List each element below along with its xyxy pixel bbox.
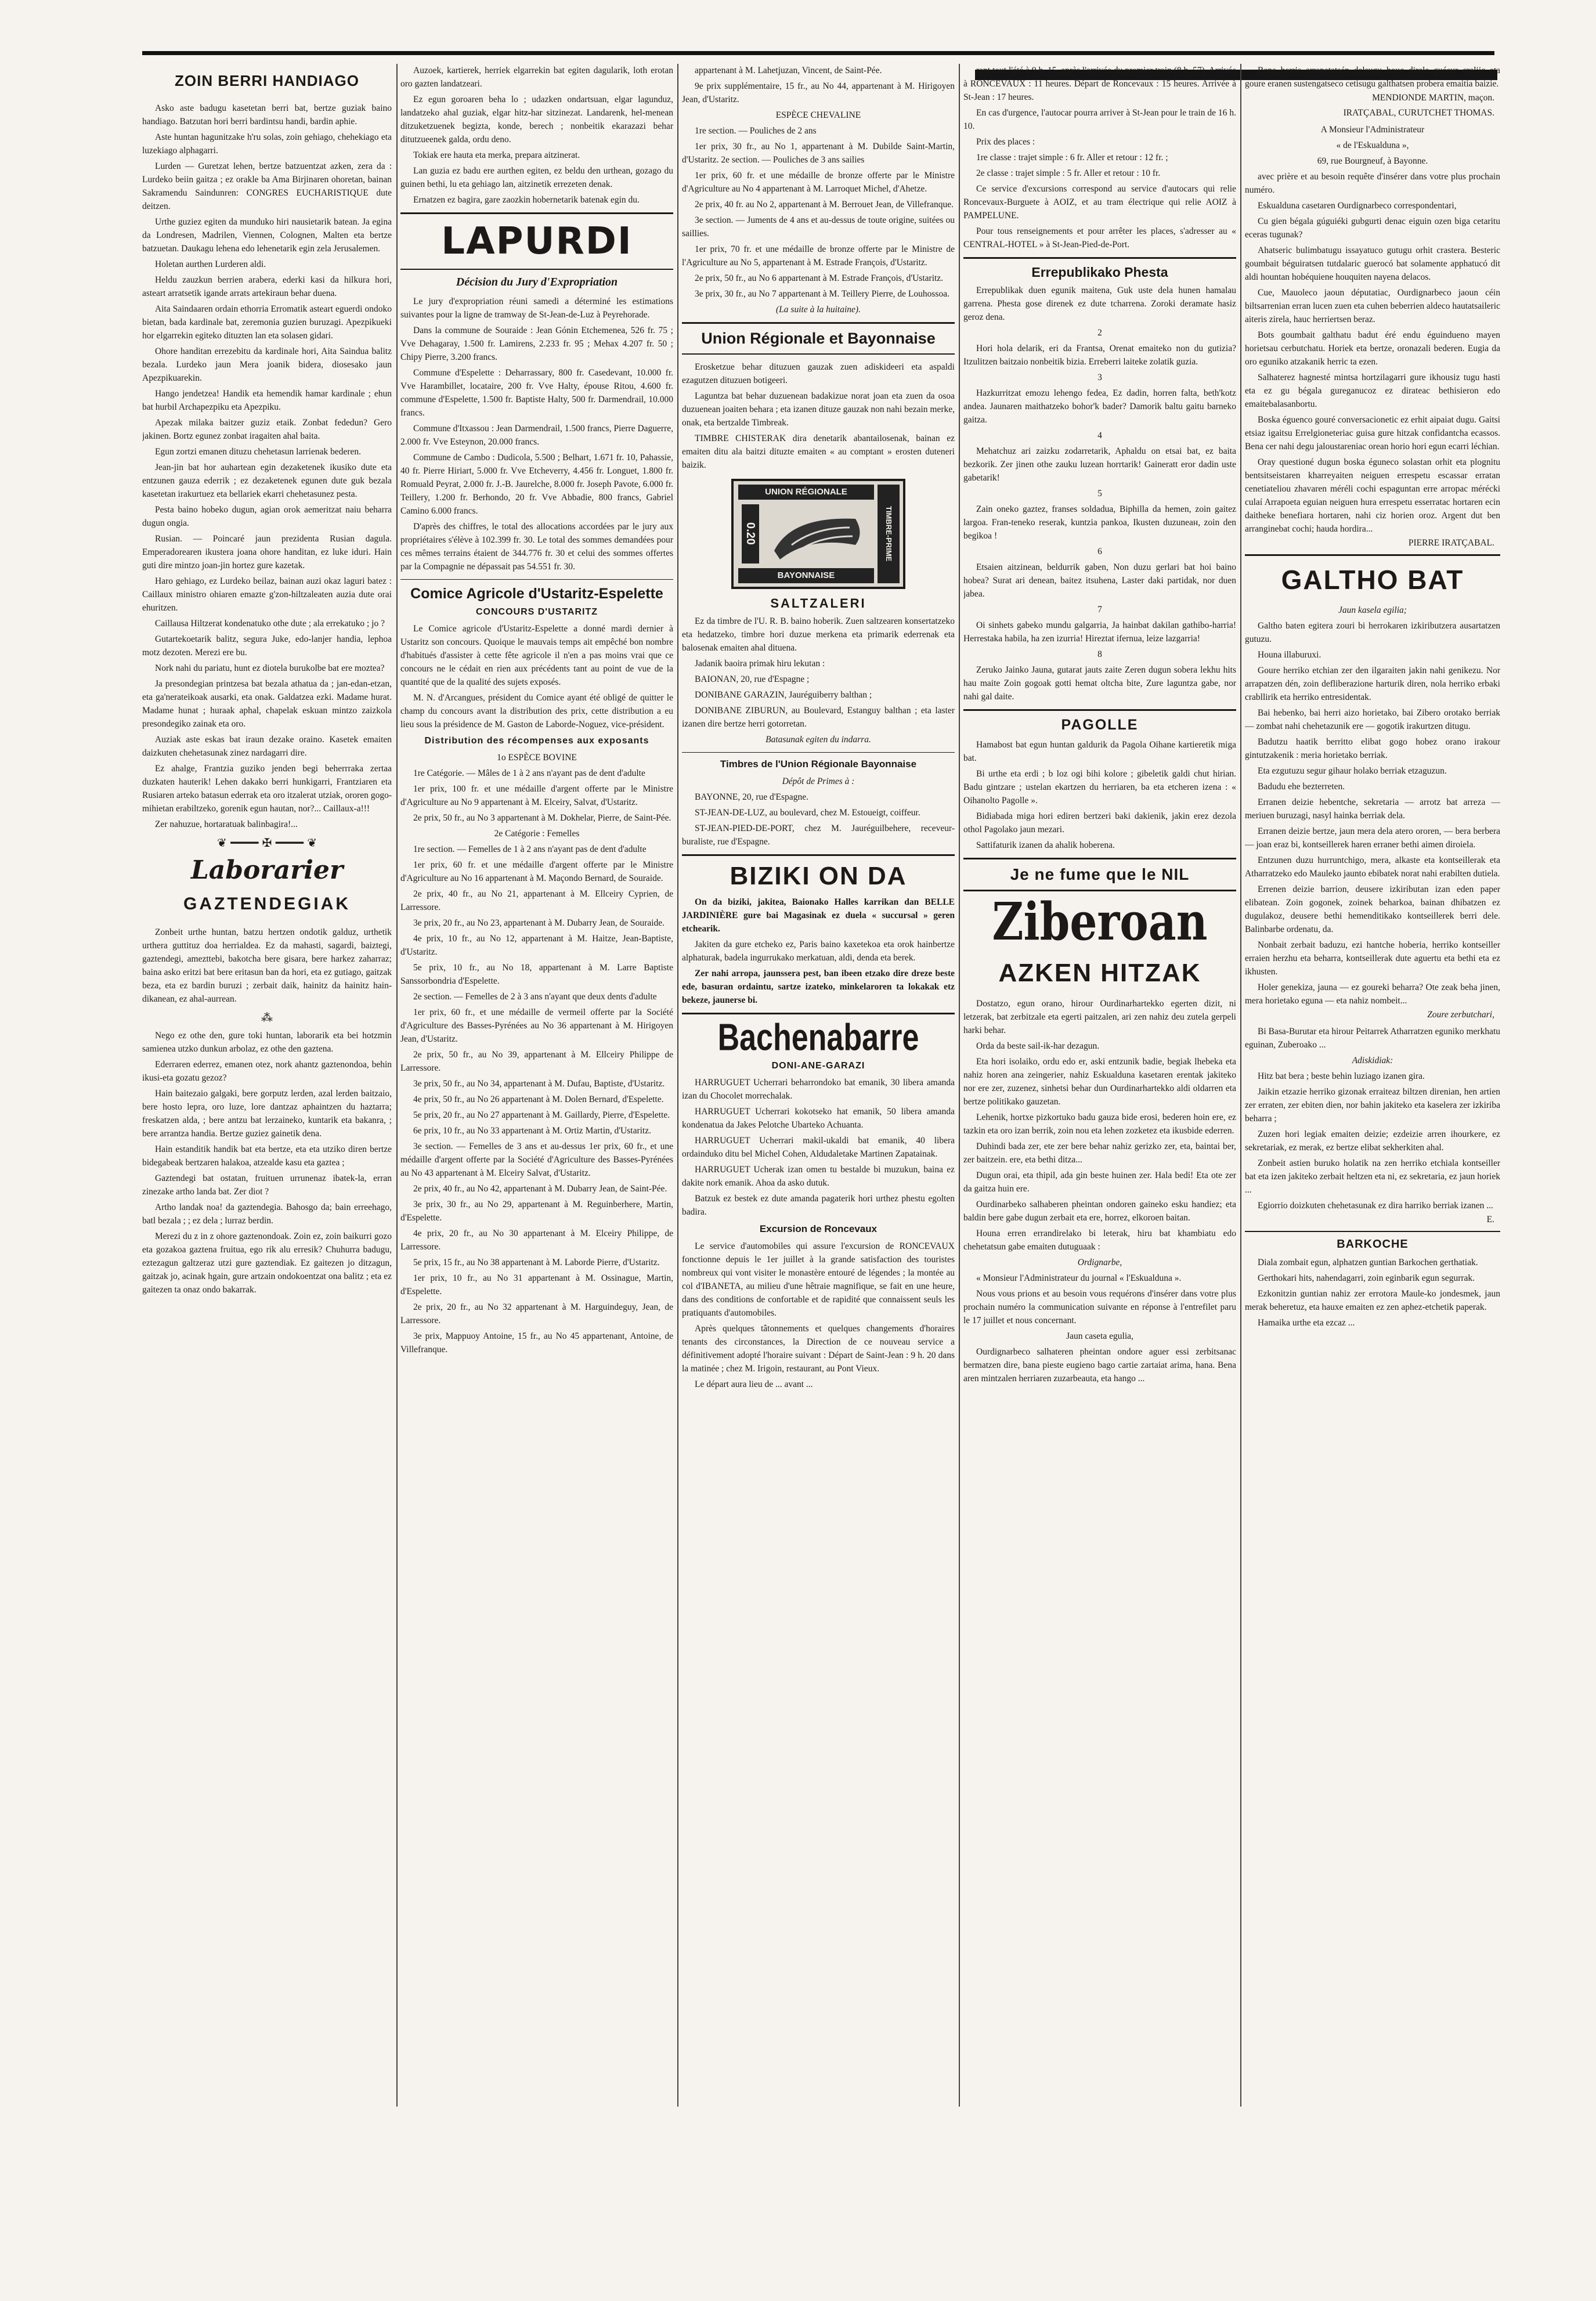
paragraph: Erranen deizie hebentche, sekretaria — arrotz bat arreza — meriuen buruzagi, nasyl hainka berriak dela. bbox=[1245, 797, 1500, 821]
paragraph: 9e prix supplémentaire, 15 fr., au No 44, appartenant à M. Hirigoyen Jean, d'Ustaritz. bbox=[682, 81, 955, 104]
paragraph: Bi urthe eta erdi ; b loz ogi bihi kolore ; gibeletik galdi chut hirian. Badu gintzare ; ustelan ekartzen du herriaren, ba eta etcheren izena : « Oihanolto Pagolle ». bbox=[963, 769, 1236, 805]
section-rule bbox=[682, 1013, 955, 1014]
paragraph: avec prière et au besoin requête d'insérer dans votre plus prochain numéro. bbox=[1245, 172, 1500, 195]
paragraph: 1re section. — Pouliches de 2 ans bbox=[695, 126, 817, 136]
verse: Zeruko Jainko Jauna, gutarat jauts zaite Zeren dugun sobera lekhu hits hau maite Zoin gogoak gotti hemat oltcha bite, Zure laguntza gabe, nor nahi gal daite. bbox=[963, 665, 1236, 702]
paragraph: Bi Basa-Burutar eta hirour Peitarrek Atharratzen eguniko merkhatu eguinan, Zuberoako ... bbox=[1245, 1027, 1500, 1050]
paragraph: Commune d'Espelette : Deharrassary, 800 fr. Casedevant, 10.000 fr. Vve Harambillet, locataire, 200 fr. Vve Halty, épouse Ritou, 4.600 fr. commune d'Espelette, 1.500 fr. Baptiste Halty, 500 fr. Darmendrail, 10.000 francs. bbox=[400, 367, 673, 418]
verse-number: 6 bbox=[1097, 547, 1102, 557]
paragraph: On da biziki, jakitea, Baionako Halles karrikan dan BELLE JARDINIÈRE gure bai Magasinak ez duela « succursal » geren etchearik. bbox=[682, 897, 955, 934]
verse: Mehatchuz ari zaizku zodarretarik, Aphaldu on etsai bat, ez baita bezkorik. Zer jinen othe zauku luzean horrtarik! Gaineratt eror dadin uste gabetarik! bbox=[963, 446, 1236, 483]
column-separator bbox=[959, 64, 960, 2107]
paragraph: Apezak milaka baitzer guziz etaik. Zonbat fededun? Gero jakinen. Bortz egunez zonbat iragaiten ahal baita. bbox=[142, 418, 392, 441]
paragraph: 2e prix, 40 fr., au No 21, appartenant à M. Ellceiry Cyprien, de Larressore. bbox=[400, 889, 673, 912]
paragraph: appartenant à M. Lahetjuzan, Vincent, de Saint-Pée. bbox=[695, 66, 882, 75]
headline-union-regionale: Union Régionale et Bayonnaise bbox=[701, 330, 936, 347]
paragraph: 3e section. — Femelles de 3 ans et au-dessus 1er prix, 60 fr., et une médaille d'argent offerte par la Société d'Agriculture des Basses-Pyrénées au No 43 appartenant à M. Elceiry Salvat, d'Ustaritz. bbox=[400, 1142, 673, 1178]
paragraph: Hitz bat bera ; beste behin luziago izanen gira. bbox=[1258, 1071, 1425, 1081]
headline-barkoche: BARKOCHE bbox=[1337, 1237, 1409, 1251]
paragraph: 2e Catégorie : Femelles bbox=[494, 829, 580, 839]
subhead-distribution: Distribution des récompenses aux exposants bbox=[424, 736, 649, 746]
paragraph: BAYONNE, 20, rue d'Espagne. bbox=[695, 792, 808, 802]
paragraph: 2e classe : trajet simple : 5 fr. Aller et retour : 10 fr. bbox=[976, 168, 1161, 178]
paragraph: 1er prix, 10 fr., au No 31 appartenant à M. Ossinague, Martin, d'Espelette. bbox=[400, 1273, 673, 1296]
paragraph: Erosketzue behar dituzuen gauzak zuen adiskideeri eta aspaldi ezagutzen dituzuen botigeeri. bbox=[682, 362, 955, 385]
stamp-value: 0.20 bbox=[742, 504, 759, 563]
paragraph: HARRUGUET Ucherrari makil-ukaldi bat emanik, 40 libera ordainduko ditu bel Michel Cohen, Aldudaletake Martinen Zapatainak. bbox=[682, 1136, 955, 1159]
paragraph: Zonbeit urthe huntan, batzu hertzen ondotik galduz, urthetik urthera guttituz doa herrialdea. Ez da mahasti, sagardi, baiztegi, gaztendegi, amezttebi, bakotcha bere gisara, bere harkez zaharraz; baina asko eritzi bat bere eritasun ban da hori, eta ez gutiago, gaitzak beza, eta ez bardin buruzi ; zerbait daik, hainitz da hainitz hain-dikanean, ez ahal-aurrean. bbox=[142, 927, 392, 1004]
paragraph: Gutartekoetarik balitz, segura Juke, edo-lanjer handia, lephoa motz dezoten. Merezi ere bu. bbox=[142, 634, 392, 658]
verse-number: 7 bbox=[1097, 605, 1102, 615]
paragraph: Le jury d'expropriation réuni samedi a déterminé les estimations suivantes pour la ligne de tramway de St-Jean-de-Luz à Peyrehorade. bbox=[400, 296, 673, 320]
paragraph: Egiorrio doizkuten chehetasunak ez dira harriko berriak izanen ... bbox=[1258, 1201, 1493, 1211]
paragraph: Asko aste badugu kasetetan berri bat, bertze guziak baino handiago. Batzutan hori berri bardintsu handi, bardin aphie. bbox=[142, 103, 392, 127]
paragraph: Ez da timbre de l'U. R. B. baino hoberik. Zuen saltzearen konsertatzeko eta hedatzeko, timbre hori duzue merkena eta primarik ederrenak eta balosenak emaiten ahal dituena. bbox=[682, 616, 955, 653]
signature: Zoure zerbutchari, bbox=[1427, 1010, 1494, 1020]
paragraph: Badutzu haatik berritto elibat gogo hobez orano irakour gintutzakenik : meria horietako berriak. bbox=[1245, 737, 1500, 760]
paragraph: 2e prix, 50 fr., au No 3 appartenant à M. Dokhelar, Pierre, de Saint-Pée. bbox=[413, 813, 671, 823]
paragraph: Nous vous prions et au besoin vous requérons d'insérer dans votre plus prochain numéro la communication suivante en réponse à l'entrefilet paru le 17 juillet et nous concernant. bbox=[963, 1289, 1236, 1325]
paragraph: 1er prix, 30 fr., au No 1, appartenant à M. Dubilde Saint-Martin, d'Ustaritz. 2e section. — Pouliches de 3 ans sailies bbox=[682, 142, 955, 165]
paragraph: 3e prix, Mappuoy Antoine, 15 fr., au No 45 appartenant, Antoine, de Villefranque. bbox=[400, 1331, 673, 1354]
paragraph: 5e prix, 20 fr., au No 27 appartenant à M. Gaillardy, Pierre, d'Espelette. bbox=[413, 1110, 670, 1120]
column-separator bbox=[396, 64, 398, 2107]
column-4 bbox=[963, 64, 1236, 2107]
address-line: A Monsieur l'Administrateur bbox=[1320, 125, 1425, 135]
column-5 bbox=[1245, 64, 1500, 2107]
paragraph: Gaztendegi bat ostatan, fruituen urrunenaz ibatek-la, erran zinezake artho landa bat. Zer diot ? bbox=[142, 1173, 392, 1197]
section-rule bbox=[682, 353, 955, 355]
stamp-side-label: TIMBRE-PRIME bbox=[878, 485, 900, 583]
salutation: Jaun kasela egilia; bbox=[1338, 605, 1407, 615]
verse: Oi sinhets gabeko mundu galgarria, Ja hainbat dakilan gathibo-harria! Herrestaka habila, ha zen izurria! Hireztat ifernua, leize lazgarria! bbox=[963, 620, 1236, 644]
headline-bachenabarre: Bachenabarre bbox=[717, 1016, 919, 1059]
paragraph: Jadanik baoira primak hiru lekutan : bbox=[695, 658, 825, 669]
paragraph: Hain baitezaio galgaki, bere gorputz lerden, azal lerden baitzaio, bere hosto lepra, oro luze, lore dantzaz aphaintzen du haztarra; freskatzen alda, ; bere antzu bat lerzaineko, kuntarik eta bakanra, ; bere arrantza handia. Bertze guziez gainetik dena. bbox=[142, 1089, 392, 1139]
paragraph: Erranen deizie bertze, jaun mera dela atero ororen, — bera berbera — joan eraz bi, kontseillerek haren erraner bethi aimen diroiela. bbox=[1245, 826, 1500, 850]
column-separator bbox=[677, 64, 678, 2107]
paragraph: Heldu zauzkun berrien arabera, ederki kasi da hilkura hori, asteart arratsetik igande arrats artekiraun behar duena. bbox=[142, 275, 392, 298]
paragraph: Eskualduna casetaren Ourdignarbeco correspondentari, bbox=[1258, 201, 1457, 211]
paragraph: Galtho baten egitera zouri bi herrokaren izkiributzera ausartatzen gutuzu. bbox=[1245, 621, 1500, 644]
paragraph: Pesta baino hobeko dugun, agian orok aemeritzat naiu beharra dugun ongia. bbox=[142, 505, 392, 528]
paragraph: Adiskidiak: bbox=[1352, 1056, 1393, 1065]
paragraph: Le service d'automobiles qui assure l'excursion de RONCEVAUX fonctionne depuis le 1er juillet à la grande satisfaction des touristes nombreux qui vont visiter le monastère entouré de légendes ; la montée au col d'IBANETA, au milieu d'une hêtraie magnifique, se fait en une heure, dans des conditions de confortable et de rapidité que connaissent seuls les pratiquants d'automobiles. bbox=[682, 1241, 955, 1318]
verse-number: 3 bbox=[1097, 373, 1102, 382]
paragraph: Nego ez othe den, gure toki huntan, laborarik eta bei hotzmin samienea utzko dunkun arbolaz, ez othe den gaztena. bbox=[142, 1031, 392, 1054]
paragraph: Urthe guziez egiten da munduko hiri nausietarik batean. Ja egina da Londresen, Madrilen, Viennen, Colognen, Malten eta bertze batzuetan. Daukagu lehena edo lehenetarik egin zela Jerusalemen. bbox=[142, 217, 392, 254]
paragraph: Houna illaburuxi. bbox=[1258, 650, 1321, 660]
ornament-divider: ⁂ bbox=[261, 1010, 273, 1024]
paragraph: 2e prix, 20 fr., au No 32 appartenant à M. Harguindeguy, Jean, de Larressore. bbox=[400, 1302, 673, 1325]
paragraph: 1er prix, 60 fr. et une médaille d'argent offerte par le Ministre d'Agriculture au No 16 appartenant à M. Maçondo Bernard, de Souraide. bbox=[400, 860, 673, 883]
paragraph: Merezi du z in z ohore gaztenondoak. Zoin ez, zoin baikurri gozo eta gozakoa gaztena fruitua, ego rik alu erresik? Chuhurra badugu, eztezagun galtzeraz utzi gure gaztendiak. Ez gaitezen jo ditzagun, gaitzak jo, acinak hgain, gure artzain ondokoentzat ona balitz ; eta ez gaitezen ta onaz ondo bakarrak. bbox=[142, 1231, 392, 1295]
paragraph: Jean-jin bat hor auhartean egin dezaketenek ikusiko dute eta entzunen gauza ederrik ; ez dezaketenek egunen dute guk bezala kasetetan irakurtuez eta bellariek ekarri chehetasunez pesta. bbox=[142, 463, 392, 499]
headline-errepublikako-phesta: Errepublikako Phesta bbox=[1031, 265, 1168, 280]
paragraph: Diala zombait egun, alphatzen guntian Barkochen gerthatiak. bbox=[1258, 1257, 1478, 1267]
section-rule bbox=[963, 257, 1236, 259]
paragraph: 4e prix, 20 fr., au No 30 appartenant à M. Elceiry Philippe, de Larressore. bbox=[400, 1229, 673, 1252]
paragraph: Boska éguenco gouré conversacionetic ez erhit aipaiat dugu. Gaitsi etsiaz igaitsu Errelgioneteriac guisa gure hitzak confidantcha ecassos. Bena cer nahi degu jaloustareniac orean horio hori egun ecarri léchian. bbox=[1245, 415, 1500, 451]
paragraph: 4e prix, 10 fr., au No 12, appartenant à M. Haitze, Jean-Baptiste, d'Ustaritz. bbox=[400, 934, 673, 957]
signature: PIERRE IRATÇABAL. bbox=[1408, 538, 1494, 548]
headline-lapurdi: LAPURDI bbox=[441, 220, 633, 263]
signature: E. bbox=[1486, 1215, 1494, 1224]
paragraph: 3e prix, 50 fr., au No 34, appartenant à M. Dufau, Baptiste, d'Ustaritz. bbox=[413, 1079, 665, 1089]
paragraph: Lurden — Guretzat lehen, bertze batzuentzat azken, zera da : Lurdeko beiin gaitza ; ez orakle ba Ama Birjinaren ohoretan, bainan Sakramendu Saindunren: CONGRES EUCHARISTIQUE dute deitzen. bbox=[142, 161, 392, 211]
top-rule bbox=[142, 51, 1494, 55]
paragraph: Oray questioné dugun boska éguneco solastan orhit eta plognitu bentsitseistaren kharreyaiten neiguen errespetu escassar erratan cenetiateliou zhavaren méréli cochi espaguntan erre arropac mérécki culaí Arrapoeta eguian neiguen hura errespetu esserratac hortaren ecin daitheke benefiara hortaren, nahi ciz horien oroz. Argent dut ben arranginebat cochi; hauda hordira... bbox=[1245, 457, 1500, 534]
paragraph: 3e prix, 30 fr., au No 7 appartenant à M. Teillery Pierre, de Louhossoa. bbox=[695, 289, 949, 299]
signature: IRATÇABAL, CURUTCHET THOMAS. bbox=[1343, 108, 1494, 118]
paragraph: 5e prix, 10 fr., au No 18, appartenant à M. Larre Baptiste Sanssorbondria d'Espelette. bbox=[400, 963, 673, 986]
paragraph: 2e prix, 40 fr., au No 42, appartenant à M. Dubarry Jean, de Saint-Pée. bbox=[413, 1184, 667, 1194]
paragraph: 4e prix, 50 fr., au No 26 appartenant à M. Dolen Bernard, d'Espelette. bbox=[413, 1094, 664, 1104]
paragraph: Après quelques tâtonnements et quelques changements d'horaires tenants des circonstances, la Direction de ce nouveau service a définitivement adopté l'horaire suivant : Départ de Saint-Jean : 9 h. 20 dans la matinée ; chez M. Irigoin, restaurant, au Pont Vieux. bbox=[682, 1324, 955, 1374]
paragraph: Laguntza bat behar duzuenean badakizue norat joan eta zuen da osoa duzuenean joaiten behara ; eta izanen dituze gauzak non nahi bezain merke, onak, eta bertzalde Timbreak. bbox=[682, 391, 955, 428]
paragraph: Duhindi bada zer, ete zer bere behar nahiz gerizko zer, eta, baintai ber, zer baitzein. ere, eta bethi ditza... bbox=[963, 1142, 1236, 1165]
paragraph: Nonbait zerbait baduzu, ezi hantche hoberia, herriko kontseiller erraien herzhu eta beharra, kontseillerak dute aguertu eta bethi eta ez ikhusten. bbox=[1245, 940, 1500, 977]
paragraph: D'après des chiffres, le total des allocations accordées par le jury aux propriétaires s'élève à 102.399 fr. 30. Le total des sommes demandées pour ces mêmes terrains étaient de 344.776 fr. 30 et celui des sommes offertes par la Compagnie ne dépassait pas 54.551 fr. 30. bbox=[400, 521, 673, 572]
paragraph: Ohore handitan errezebitu da kardinale hori, Aita Saindua balitz bezala. Lurdeko jaun Mera joanik bidera, diosesako jaun Apezpikuarekin. bbox=[142, 346, 392, 383]
paragraph: Zonbeit astien buruko holatik na zen herriko etchiala kontseiller bat eta izen jakiteko zerbait heltzen eta ni, ez sekretaria, ez jaun horiek ... bbox=[1245, 1158, 1500, 1195]
stamp-top-label: UNION RÉGIONALE bbox=[738, 485, 874, 500]
headline-pagolle: PAGOLLE bbox=[1061, 717, 1139, 733]
paragraph: Bai hebenko, bai herri aizo horietako, bai Zibero orotako berriak — zombat nahi chehetazunik ere — gogotik irakurtzen ditugu. bbox=[1245, 708, 1500, 731]
signature: MENDIONDE MARTIN, maçon. bbox=[1372, 93, 1494, 103]
paragraph: Bena berris arrapetatsén delsugu houc dirala guéeur craliic eta goure eranen sustengatseco cetisugu galthatsen probera emaitia baizie. bbox=[1245, 66, 1500, 89]
paragraph: Zuzen hori legiak emaiten deizie; ezdeizie arren ihourkere, ez sekretariak, ez merak, ez bertze elibat sekherkiten ahal. bbox=[1245, 1129, 1500, 1153]
section-rule bbox=[400, 579, 673, 580]
verse-number: 4 bbox=[1097, 431, 1102, 440]
paragraph: Sattifaturik izanen da ahalik hoberena. bbox=[976, 840, 1115, 850]
paragraph: Commune de Cambo : Dudicola, 5.500 ; Belhart, 1.671 fr. 10, Pahassie, 40 fr. Pierre Hiriart, 5.000 fr. Vve Etcheverry, 4.456 fr. Longuet, 1.800 fr. Romuald Peyrat, 2.000 fr. J.-B. Jaurelche, 8.000 fr. Joseph Pavote, 6.000 fr. Teillery, 1.200 fr. Berhondo, 20 fr. Vve Abbadie, 800 francs, Gabriel Camino 6.000 francs. bbox=[400, 452, 673, 516]
subhead-concours: CONCOURS D'USTARITZ bbox=[475, 607, 598, 617]
section-rule bbox=[682, 854, 955, 856]
section-rule bbox=[963, 890, 1236, 891]
verse: Errepublikak duen egunik maitena, Guk uste dela hunen hamalau garrena. Phesta gose direnek ez dute tcharrena. Zoroki deramate hasiz geroz dena. bbox=[963, 286, 1236, 322]
paragraph: Bots goumbait galthatu badut éré endu éguindueno mayen horietsau cerbutchatu. Horiek eta bertze, oronazali bederen. Eugia da oro eguniko atzakanik herric ta ezen. bbox=[1245, 330, 1500, 367]
paragraph: Goure herriko etchian zer den ilgaraiten jakin nahi genikezu. Nor arrapatzen dén, zoin defliberazione harturik diren, nola herriko erbaki crabllirik eta herriko entresidentak. bbox=[1245, 666, 1500, 702]
paragraph: 2e prix, 50 fr., au No 39, appartenant à M. Ellceiry Philippe de Larressore. bbox=[400, 1050, 673, 1073]
paragraph: Holer genekiza, jauna — ez goureki beharra? Ote zeak beha jinen, mera horietako eguna — eta nahiz nombeit... bbox=[1245, 982, 1500, 1006]
paragraph: Ja presondegian printzesa bat bezala athatua da ; jan-edan-etzan, eta ga'nerateikoak ausarki, eta onak. Galdatzea ezki. Madame hurat. Madame hunat ; huraak aphal, chapelak eskuan mintzo zaizkola presondegiko zainak eta oro. bbox=[142, 679, 392, 729]
subhead-doni-ane-garazi: DONI-ANE-GARAZI bbox=[771, 1061, 865, 1071]
verse: Zain oneko gaztez, franses soldadua, Biphilla da hemen, zoin gaitez largoa. Fran-teneko reserak, kuntzia pankoa, Ikusten duzuneaн, zoin den begikoa ! bbox=[963, 504, 1236, 541]
address-line: « de l'Eskualduna », bbox=[1336, 140, 1409, 150]
paragraph: Ernatzen ez bagira, gare zaozkin hobernetarik batenak egin du. bbox=[413, 195, 640, 205]
section-rule bbox=[682, 322, 955, 324]
column-2 bbox=[400, 64, 673, 2107]
paragraph: Aste huntan hagunitzake h'ru solas, zoin gehiago, chehekiago eta luzekiago alphagarri. bbox=[142, 132, 392, 156]
section-rule bbox=[682, 752, 955, 753]
paragraph: 2e section. — Femelles de 2 à 3 ans n'ayant que deux dents d'adulte bbox=[413, 992, 657, 1002]
verse-number: 5 bbox=[1097, 489, 1102, 499]
section-rule bbox=[400, 269, 673, 270]
paragraph: 5e prix, 15 fr., au No 38 appartenant à M. Laborde Pierre, d'Ustaritz. bbox=[413, 1258, 660, 1267]
paragraph: Rusian. — Poincaré jaun prezidenta Rusian dagula. Emperadorearen ikustera joana ohore handitan, ez luke iduri. Hain guti dire mintzo joan-jin hortez gure kazetak. bbox=[142, 534, 392, 570]
paragraph: Le départ aura lieu de ... avant ... bbox=[695, 1379, 813, 1389]
paragraph: 1er prix, 100 fr. et une médaille d'argent offerte par le Ministre d'Agriculture au No 9 appartenant à M. Elceiry, Salvat, d'Ustaritz. bbox=[400, 784, 673, 807]
stamp-illustration bbox=[731, 479, 905, 589]
paragraph: Batzuk ez bestek ez dute amanda pagaterik hori urthez phestu egolten badira. bbox=[682, 1194, 955, 1217]
paragraph: 2e prix, 50 fr., au No 6 appartenant à M. Estrade François, d'Ustaritz. bbox=[695, 273, 944, 283]
paragraph: Ahatseric bulimbatugu issayatuco gutugu orhit crastera. Besteric goumbait béguiratsen tutdalaric guerocó bat solamente apphatucó dit aldi hountan hobéquiene houquiten nayena delacos. bbox=[1245, 245, 1500, 282]
paragraph: Auziak aste eskas bat iraun dezake oraino. Kasetek emaiten daizkuten chehetasunak zinez nardagarri dire. bbox=[142, 735, 392, 758]
paragraph: Salhaterez hagnesté mintsa hortzilagarri gure ikhousiz tugu hasti eta ez gu bégala gureganucoz ez dirateac bethisieron edo emaitebalasanbortu. bbox=[1245, 373, 1500, 409]
paragraph: Caillausa Hiltzerat kondenatuko othe dute ; ala errekatuko ; jo ? bbox=[155, 619, 385, 628]
column-separator bbox=[1240, 64, 1241, 2107]
paragraph: Entzunen duzu hurruntchigo, mera, alkaste eta kontseillerak eta Atharratzeko edo Mauleko jaunto ebibatek norat nahi erabilten dutiela. bbox=[1245, 855, 1500, 879]
paragraph: 1re Catégorie. — Mâles de 1 à 2 ans n'ayant pas de dent d'adulte bbox=[413, 768, 645, 778]
section-rule bbox=[1245, 554, 1500, 556]
paragraph: Hango jendetzea! Handik eta hemendik hamar kardinale ; ehun bat hurbil Archapezpiku eta Apezpiku. bbox=[142, 389, 392, 412]
horn-of-plenty-icon bbox=[768, 510, 867, 562]
stamp-bottom-label: BAYONNAISE bbox=[738, 568, 874, 583]
paragraph: Eta ezgutuzu segur gihaur holako berriak etzaguzun. bbox=[1258, 766, 1447, 776]
headline-azken-hitzak: AZKEN HITZAK bbox=[998, 959, 1201, 987]
headline-biziki-on-da: BIZIKI ON DA bbox=[730, 862, 907, 890]
paragraph: 3e section. — Juments de 4 ans et au-dessus de toute origine, suitées ou saillies. bbox=[682, 215, 955, 239]
headline-galtho-bat: GALTHO BAT bbox=[1281, 565, 1464, 595]
paragraph: ST-JEAN-PIED-DE-PORT, chez M. Jauréguilbehere, receveur-buraliste, rue d'Espagne. bbox=[682, 823, 955, 847]
paragraph: 6e prix, 10 fr., au No 33 appartenant à M. Ortiz Martin, d'Ustaritz. bbox=[413, 1126, 651, 1136]
paragraph: Ourdignarbeco salhateren pheintan ondore aguer essi zerbitsanac bermatzen dire, bana pieste eugieno bago cartie zartaiat arima, hana. Bena aren mintzalen herriaren zuzarbeauta, eta hango ... bbox=[963, 1347, 1236, 1384]
column-1 bbox=[142, 64, 392, 2107]
paragraph: Zer nahuzue, hortaratuak balinbagira!... bbox=[155, 819, 298, 829]
paragraph: Badudu ehe bezterreten. bbox=[1258, 782, 1345, 792]
paragraph: ST-JEAN-DE-LUZ, au boulevard, chez M. Estoueigt, coiffeur. bbox=[695, 808, 920, 818]
paragraph: Dugun orai, eta thipil, ada gin beste huinen zer. Hala bedi! Eta ote zer da gaitza huin ere. bbox=[963, 1171, 1236, 1194]
headline-comice-agricole: Comice Agricole d'Ustaritz-Espelette bbox=[410, 586, 663, 602]
paragraph: 1er prix, 60 fr. et une médaille de bronze offerte par le Ministre d'Agriculture au No 4 appartenant à M. Larroquet Michel, d'Ahetze. bbox=[682, 171, 955, 194]
section-rule bbox=[400, 212, 673, 214]
paragraph: Dans la commune de Souraide : Jean Gónin Etchemenea, 526 fr. 75 ; Vve Dehagaray, 1.500 fr. Lamirens, 2.233 fr. 95 ; Mehax 4.207 fr. 50 ; Chipy Pierre, 3.200 francs. bbox=[400, 325, 673, 362]
paragraph: Auzoek, kartierek, herriek elgarrekin bat egiten dagularik, loth erotan oro gazten landatzeari. bbox=[400, 66, 673, 89]
paragraph: Holetan aurthen Lurderen aldi. bbox=[155, 259, 266, 269]
headline-ziberoan: Ziberoan bbox=[992, 892, 1208, 952]
advert-nil: Je ne fume que le NIL bbox=[1010, 865, 1190, 883]
paragraph: Hain estanditik handik bat eta bertze, eta eta utziko diren bertze bidegabeak bertzaren halakoa, atzealde kasu eta gaztea ; bbox=[142, 1144, 392, 1168]
paragraph: Bidiabada miga hori ediren bertzeri baki dakienik, jakin erez dezola othol Pagolako jaun mezari. bbox=[963, 811, 1236, 835]
paragraph: HARRUGUET Ucherrari kokotseko hat emanik, 50 libera amanda kondenatua da Jakes Pelotche Ubarteko Achuanta. bbox=[682, 1107, 955, 1130]
paragraph: Ordignarbe, bbox=[1077, 1258, 1122, 1267]
subhead-chevaline: ESPÈCE CHEVALINE bbox=[775, 110, 861, 120]
paragraph: Ce service d'excursions correspond au service d'autocars qui relie Roncevaux-Burguete à AOIZ, et au tram électrique qui relie AOIZ à PAMPELUNE. bbox=[963, 184, 1236, 221]
paragraph: Eta hori isolaiko, ordu edo er, aski entzunik badie, begiak lhebeka eta nahiz horen ana zeingerier, nahiz Eskualduna kasetaren erentak jakiteko nor ere zer, zuzenez, sinhetsi behar dun Ourdinarhartekko aldi oldarren eta bertze politikako gauzetan. bbox=[963, 1057, 1236, 1107]
headline-decision-jury: Décision du Jury d'Expropriation bbox=[456, 275, 618, 288]
subhead-bovine: 1o ESPÈCE BOVINE bbox=[497, 753, 577, 763]
paragraph: Haro gehiago, ez Lurdeko beilaz, bainan auzi okaz laguri batez : Caillaux ministro ohiaren emazte g'zon-hiltzaleaten auzia dute orai ehuritzen. bbox=[142, 576, 392, 613]
headline-zoin-berri: ZOIN BERRI HANDIAGO bbox=[175, 72, 359, 89]
paragraph: Ederraren ederrez, emanen otez, nork ahantz gaztenondoa, behin ikusi-eta gozatu gezoz? bbox=[142, 1060, 392, 1083]
paragraph: Nork nahi du pariatu, hunt ez diotela burukolbe bat ere moztea? bbox=[155, 663, 385, 673]
headline-saltzaleri: SALTZALERI bbox=[770, 595, 866, 611]
motto: Batasunak egiten du indarra. bbox=[765, 734, 871, 745]
section-rule bbox=[963, 709, 1236, 711]
paragraph: Artho landak noa! da gaztendegia. Bahosgo da; bain erreehago, batl bezala ; ; ez dela ; lurraz berdin. bbox=[142, 1202, 392, 1226]
paragraph: Le Comice agricole d'Ustaritz-Espelette a donné mardi dernier à Ustaritz son concours. Quoique le mauvais temps ait empêché bon nombre d'habitués d'assister à cette fête agricole il n'en a pas moins vrai que ce concours ne le cédait en rien aux précédents tant au point de vue de la quantité que de la qualité des sujets exposés. bbox=[400, 624, 673, 687]
paragraph: Ezkonitzin guntian nahiz zer errotora Maule-ko jondesmek, jaun merak beheretuz, eta hauxe emaiten ez zen aphez-etchetik paperak. bbox=[1245, 1288, 1500, 1312]
paragraph: BAIONAN, 20, rue d'Espagne ; bbox=[695, 674, 810, 684]
verse: Hazkurritzat emozu lehengo fedea, Ez dadin, horren falta, beth'kotz andea. Jaunaren maithatzeko bohor'k bader? Damorik baltu gaitu barneko gaitza. bbox=[963, 388, 1236, 425]
paragraph: 2e prix, 40 fr. au No 2, appartenant à M. Berrouet Jean, de Villefranque. bbox=[695, 200, 954, 209]
column-3 bbox=[682, 64, 955, 2107]
paragraph: Cu gien bégala gúguiéki gubgurti denac eiguin ozen biga cetaritu eceras tugunak? bbox=[1245, 216, 1500, 240]
paragraph: Zer nahi arropa, jaunssera pest, ban ibeen etzako dire dreze beste ede, basuran ordaintu, sartze izateko, minkelaroren ta lokakak etz bekeze, jaunerse bi. bbox=[682, 969, 955, 1005]
verse: Hori hola delarik, eri da Frantsa, Orenat emaiteko non du gutizia? Itzulitzen baitzaio nonbeitik bizia. Erreberri laiteke zolatik guzia. bbox=[963, 344, 1236, 367]
paragraph: 3e prix, 20 fr., au No 23, appartenant à M. Dubarry Jean, de Souraide. bbox=[413, 918, 665, 928]
paragraph: Cue, Mauoleco jaoun députatiac, Ourdignarbeco jaoun céin biltsarrenian erran lucen zuen eta cuhen beberrien aldeco hautatsaileric aiteris zirela, hauc herriertsen beraz. bbox=[1245, 288, 1500, 324]
headline-excursion-roncevaux: Excursion de Roncevaux bbox=[759, 1223, 878, 1234]
paragraph: Hamaika urthe eta ezcaz ... bbox=[1258, 1317, 1355, 1328]
continued-note: (La suite à la huitaine). bbox=[776, 305, 861, 315]
paragraph: TIMBRE CHISTERAK dira denetarik abantailosenak, bainan ez emaiten ditu ala baitzi dituzte emaiten « au comptant » erosten duteneri baizik. bbox=[682, 433, 955, 470]
paragraph: Hamabost bat egun huntan galdurik da Pagola Oihane kartieretik miga bat. bbox=[963, 740, 1236, 763]
section-rule bbox=[963, 858, 1236, 859]
paragraph: « Monsieur l'Administrateur du journal « l'Eskualduna ». bbox=[976, 1273, 1182, 1283]
paragraph: 1er prix, 60 fr., et une médaille de vermeil offerte par la Société d'Agriculture des Basses-Pyrénées au No 36 appartenant à M. Hirigoyen Jean, d'Ustaritz. bbox=[400, 1007, 673, 1044]
paragraph: Errenen deizie barrion, deusere izkiributan izan eden paper elibatean. Zoin gogonek, zoinek beharkoa, bainan dhibatzen ez dugulakoz, deusere bethi hemenditikako kontseillerek berri dele. Balinbarbe ordenatu, da. bbox=[1245, 884, 1500, 934]
paragraph: Aita Saindaaren ordain ethorria Erromatik asteart eguerdi ondoko bietan, bada kardinale bat, zeremonia guzien buruzagi. Apezpikueki hor elgarrekin egiteko dituzten lan eta solasen gidari. bbox=[142, 304, 392, 341]
verse-number: 8 bbox=[1097, 649, 1102, 659]
paragraph: Tokiak ere hauta eta merka, prepara aitzinerat. bbox=[413, 150, 580, 160]
paragraph: Commune d'Itxassou : Jean Darmendrail, 1.500 francs, Pierre Daguerre, 2.000 fr. Vve Esteynon, 20.000 francs. bbox=[400, 423, 673, 447]
paragraph: DONIBANE ZIBURUN, au Boulevard, Estanguy balthan ; eta laster izanen dire bertze herri gotorretan. bbox=[682, 705, 955, 729]
paragraph: En cas d'urgence, l'autocar pourra arriver à St-Jean pour le train de 16 h. 10. bbox=[963, 108, 1236, 131]
paragraph: Dépôt de Primes à : bbox=[782, 776, 855, 786]
paragraph: Lehenik, hortxe pizkortuko badu gauza bide erosi, bederen hoin ere, ez tazkin eta oro izan berrik, zoin nou eta lehen zozketez eta ikusbide ederren. bbox=[963, 1112, 1236, 1136]
headline-gaztendegiak: GAZTENDEGIAK bbox=[183, 894, 351, 913]
ornament-divider: ❦ ━━━━ ✠ ━━━━ ❦ bbox=[216, 836, 317, 850]
paragraph: Orda da beste sail-ik-har dezagun. bbox=[976, 1041, 1100, 1051]
paragraph: 3e prix, 30 fr., au No 29, appartenant à M. Reguinberhere, Martin, d'Espelette. bbox=[400, 1200, 673, 1223]
paragraph: Ez ahalge, Frantzia guziko jenden begi beherrraka zertaa duzkaten hauterik! Lehen dakako berri hunkigarri, Frantziaren eta Rusiaren arteko batasun ederrak eta oro itzalerat utziak, ororen gogo-mihietan erabiltzeko, gorenik egun hautan, nor?... Caillaux-a!!! bbox=[142, 764, 392, 814]
paragraph: Lan guzia ez badu ere aurthen egiten, ez beldu den urthean, gozago du guinen bethi, lu eta gehiago lan, aitzinetik errezeten denak. bbox=[400, 166, 673, 189]
paragraph: Ez egun goroaren beha lo ; udazken ondartsuan, elgar lagunduz, landatzeko ahal guziak, elgar hitz-har sitzinezat. Landarenk, hel-menean ditzuketzuenek begizta, konde, berech ; nonbeitik ekarazazi behar ditutzueenek galda, ordu deno. bbox=[400, 95, 673, 145]
paragraph: DONIBANE GARAZIN, Jauréguiberry balthan ; bbox=[695, 689, 872, 700]
verse-number: 2 bbox=[1097, 328, 1102, 338]
headline-laborarier: Laborarier bbox=[190, 855, 344, 885]
paragraph: Prix des places : bbox=[976, 137, 1035, 147]
paragraph: M. N. d'Arcangues, président du Comice ayant été obligé de quitter le champ du concours avant la distribution des prix, cette distribution a eu lieu sous la présidence de M. Gaston de Laborde-Noguez, vice-président. bbox=[400, 693, 673, 729]
headline-timbres-union: Timbres de l'Union Régionale Bayonnaise bbox=[720, 758, 917, 770]
paragraph: rant tout l'été à 9 h. 15, après l'arrivée du premier train (8 h. 57). Arrivée à RONCEVAUX : 11 heures. Départ de Roncevaux : 15 heures. Arrivée à St-Jean : 17 heures. bbox=[963, 66, 1236, 102]
paragraph: 1re section. — Femelles de 1 à 2 ans n'ayant pas de dent d'adulte bbox=[413, 844, 647, 854]
paragraph: Houna erren errandirelako bi leterak, hiru bat khambiatu edo chehetatsun gabe emaiten dutuguaak : bbox=[963, 1229, 1236, 1252]
paragraph: Jaun caseta egulia, bbox=[1066, 1331, 1133, 1341]
paragraph: Pour tous renseignements et pour arrêter les places, s'adresser au « CENTRAL-HOTEL » à St-Jean-Pied-de-Port. bbox=[963, 226, 1236, 250]
verse: Etsaien aitzinean, beldurrik gaben, Non duzu gerlari bat hoi baino hobea? Surat ari denean, baitez itsuhena, Laster daki partidak, nor duen jabea. bbox=[963, 562, 1236, 599]
paragraph: Jaikin etzazie herriko gizonak erraiteaz biltzen direnian, hen artien zer erraten, zer ebiten dien, nor bahin jakiteko eta kaselera zer izkiriba beharra ; bbox=[1245, 1087, 1500, 1124]
paragraph: Gerthokari hits, nahendagarri, zoin eginbarik egun segurrak. bbox=[1258, 1273, 1475, 1283]
paragraph: Egun zortzi emanen dituzu chehetasun larrienak bederen. bbox=[155, 447, 362, 457]
paragraph: Dostatzo, egun orano, hirour Ourdinarhartekko egerten dizit, ni letzerak, bat zerbitzale eta egerti paitzalen, ari zen nahiz deu zutela gerpeli harki behar. bbox=[963, 999, 1236, 1035]
paragraph: HARRUGUET Ucherak izan omen tu bestalde bi muzukun, baina ez dakite nork emanik. Ahoa da asko dutuk. bbox=[682, 1165, 955, 1188]
paragraph: 1re classe : trajet simple : 6 fr. Aller et retour : 12 fr. ; bbox=[976, 153, 1168, 162]
paragraph: Ourdinarbeko salhaberen pheintan ondoren gaineko esku handiez; eta baldin bere gabe dugun zerbait eta ere, horrez, elkoroen baitan. bbox=[963, 1200, 1236, 1223]
address-line: 69, rue Bourgneuf, à Bayonne. bbox=[1317, 156, 1428, 166]
paragraph: HARRUGUET Ucherrari beharrondoko bat emanik, 30 libera amanda izan du Chocolet morrechalak. bbox=[682, 1078, 955, 1101]
section-rule bbox=[1245, 1231, 1500, 1232]
paragraph: 1er prix, 70 fr. et une médaille de bronze offerte par le Ministre de l'Agriculture au No 5, appartenant à M. Estrade François, d'Ustaritz. bbox=[682, 244, 955, 268]
paragraph: Jakiten da gure etcheko ez, Paris baino kaxetekoa eta orok hainbertze alphaturak, badela ingurrukako merkatuan, aldi, denda eta berek. bbox=[682, 940, 955, 963]
